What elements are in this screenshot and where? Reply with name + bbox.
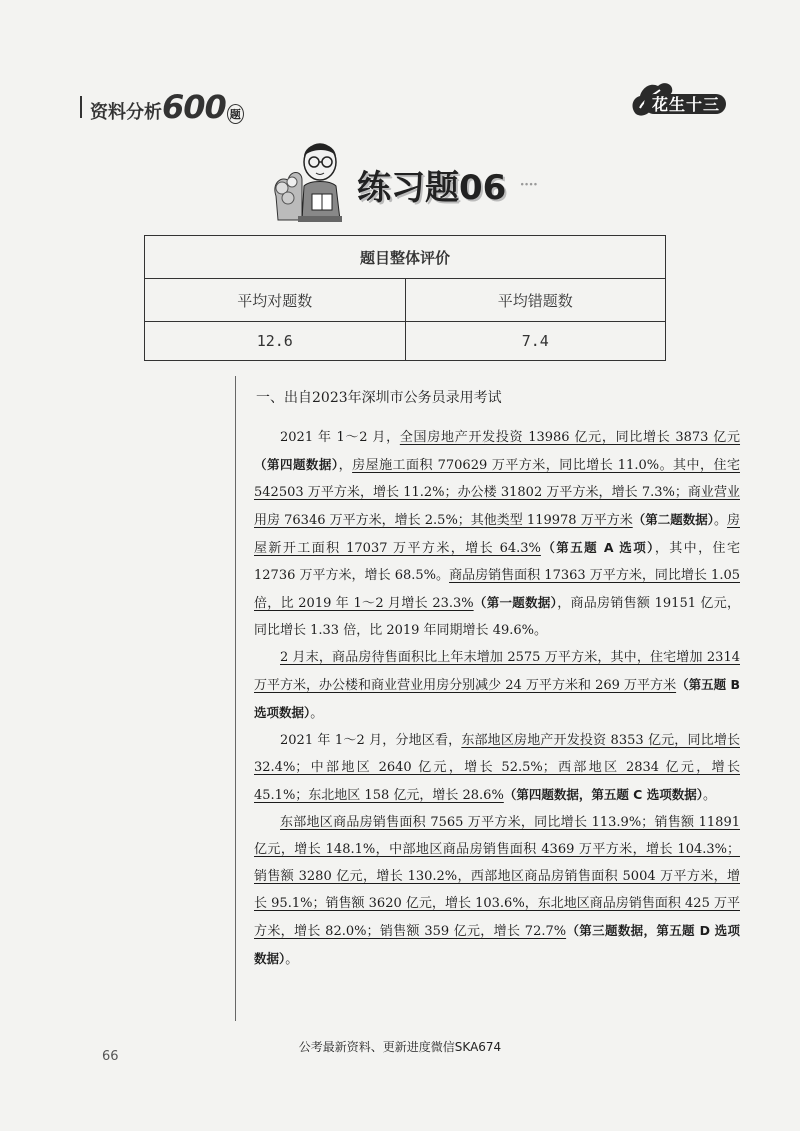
data-note: （第五题 A 选项） (540, 540, 655, 555)
data-note: （第二题数据） (632, 512, 714, 527)
avg-correct-label: 平均对题数 (145, 279, 406, 322)
paragraph (254, 727, 740, 809)
underlined-text: 2 月末，商品房待售面积比上年末增加 2575 万平方米，其中，住宅增加 2314 万平方米，办公楼和商业营业用房分别减少 24 万平方米和 269 万平方米 (254, 650, 740, 693)
title-decoration: ∙∙∙∙ (520, 180, 538, 190)
underlined-text: 房屋新开工面积 17037 万平方米，增长 64.3% (254, 513, 740, 556)
page-number: 66 (102, 1049, 119, 1064)
underlined-text: 房屋施工面积 770629 万平方米，同比增长 11.0%。其中，住宅 542503 万平方米，增长 11.2%；办公楼 31802 万平方米，增长 7.3%；商业营业用房 76346 万平方米，增长 2.5%；其他类型 119978 万平方米 (254, 458, 740, 528)
margin-rule (235, 376, 236, 1021)
underlined-text: 全国房地产开发投资 13986 亿元，同比增长 3873 亿元 (399, 430, 741, 445)
text-segment: 。 (713, 513, 727, 528)
table-row (145, 236, 666, 279)
avg-correct-value: 12.6 (145, 322, 406, 361)
data-note: （第五题 B 选项数据） (254, 677, 740, 720)
paragraph (254, 424, 740, 644)
avg-wrong-label: 平均错题数 (405, 279, 666, 322)
paragraph (254, 644, 740, 727)
book-title: 资料分析 (90, 102, 162, 123)
evaluation-table (144, 235, 666, 361)
avg-wrong-value: 7.4 (405, 322, 666, 361)
data-note: （第三题数据，第五题 D 选项数据） (254, 923, 740, 966)
text-segment: 。 (310, 706, 324, 721)
underlined-text: 东部地区房地产开发投资 8353 亿元，同比增长 32.4%；中部地区 2640 亿元，增长 52.5%；西部地区 2834 亿元，增长 45.1%；东北地区 158 亿元，增长 28.6% (254, 733, 740, 803)
book-number: 600 (162, 88, 226, 126)
passage-text (254, 424, 740, 973)
text-segment: 2021 年 1～2 月，分地区看， (280, 733, 462, 748)
data-note: （第四题数据） (254, 457, 339, 472)
text-segment: ，商品房销售额 19151 亿元，同比增长 1.33 倍，比 2019 年同期增长 49.6%。 (254, 596, 740, 638)
data-note: （第四题数据，第五题 C 选项数据） (503, 787, 703, 802)
data-note: （第一题数据） (473, 595, 558, 610)
table-row (145, 279, 666, 322)
student-cartoon-icon (272, 136, 350, 224)
exercise-title: 练习题06 (357, 168, 507, 208)
book-suffix: 题 (227, 104, 244, 124)
brand-name: 花生十三 (652, 95, 721, 114)
text-segment: 2021 年 1～2 月， (280, 430, 400, 445)
underlined-text: 商品房销售面积 17363 万平方米，同比增长 1.05 倍，比 2019 年 1～2 月增长 23.3% (254, 568, 740, 611)
section-title: 一、出自2023年深圳市公务员录用考试 (256, 390, 502, 406)
underlined-text: 东部地区商品房销售面积 7565 万平方米，同比增长 113.9%；销售额 11891 亿元，增长 148.1%，中部地区商品房销售面积 4369 万平方米，增长 104.3%；销售额 3280 亿元，增长 130.2%，西部地区商品房销售面积 5004 万平方米，增长 95.1%；销售额 3620 亿元，增长 103.6%，东北地区商品房销售面积 425 万平方米，增长 82.0%；销售额 359 亿元，增长 72.7% (254, 815, 740, 939)
text-segment: 。 (285, 952, 299, 967)
table-row (145, 322, 666, 361)
footer-note: 公考最新资料、更新进度微信SKA674 (298, 1040, 502, 1054)
evaluation-title: 题目整体评价 (145, 236, 666, 279)
text-segment: 。 (702, 788, 716, 803)
text-segment: ， (338, 458, 353, 473)
paragraph (254, 809, 740, 973)
text-segment: ，其中，住宅 12736 万平方米，增长 68.5%。 (254, 541, 740, 583)
book-header (80, 88, 244, 126)
